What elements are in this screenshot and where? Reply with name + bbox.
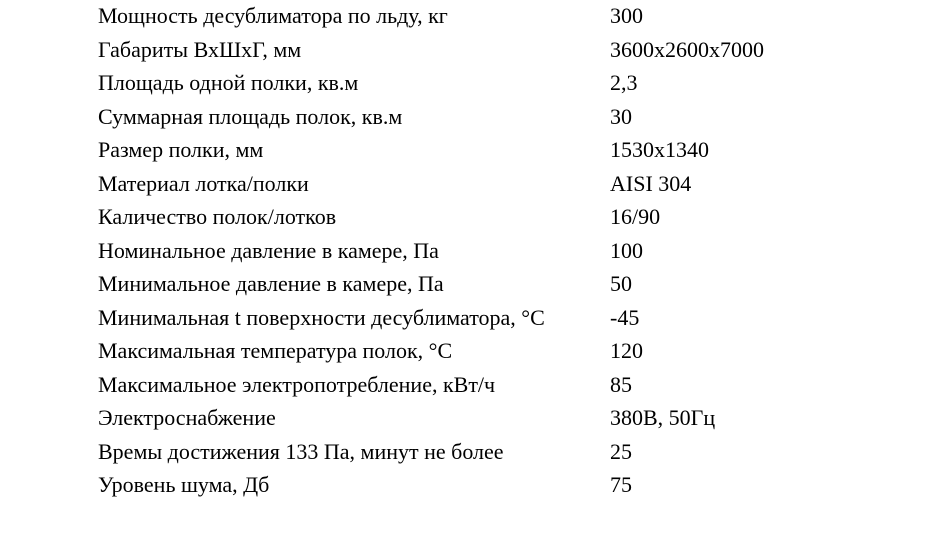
parameter-name: Мощность десублиматора по льду, кг: [98, 3, 448, 28]
parameter-name: Уровень шума, Дб: [98, 472, 270, 497]
parameter-name: Минимальное давление в камере, Па: [98, 271, 444, 296]
spec-row: [98, 1, 818, 30]
spec-row: [98, 135, 818, 164]
parameter-value: 120: [610, 338, 643, 363]
parameter-name: Размер полки, мм: [98, 137, 264, 162]
parameter-name: Суммарная площадь полок, кв.м: [98, 103, 403, 129]
parameter-value: -45: [610, 304, 640, 330]
parameter-name: Площадь одной полки, кв.м: [98, 70, 359, 95]
parameter-name: Номинальное давление в камере, Па: [98, 237, 439, 263]
spec-row: [98, 68, 818, 97]
parameter-name: Максимальное электропотребление, кВт/ч: [98, 371, 496, 397]
parameter-value: 30: [610, 103, 632, 129]
parameter-name: Времы достижения 133 Па, минут не более: [98, 438, 504, 464]
parameter-value: 25: [610, 438, 632, 464]
spec-row: [98, 303, 818, 332]
spec-row: [98, 169, 818, 198]
spec-row: [98, 403, 818, 432]
parameter-name: Минимальная t поверхности десублиматора, °C: [98, 304, 545, 330]
parameter-value: 1530х1340: [610, 137, 709, 162]
parameter-name: Каличество полок/лотков: [98, 204, 337, 229]
spec-row: [98, 202, 818, 231]
spec-row: [98, 437, 818, 466]
spec-row: [98, 236, 818, 265]
parameter-name: Материал лотка/полки: [98, 170, 309, 196]
specifications-table: [98, 0, 818, 504]
parameter-value: 85: [610, 371, 632, 397]
spec-row: [98, 336, 818, 365]
parameter-value: 3600х2600х7000: [610, 36, 764, 62]
parameter-name: Габариты ВхШхГ, мм: [98, 36, 302, 62]
parameter-value: 2,3: [610, 70, 638, 95]
parameter-value: 50: [610, 271, 632, 296]
parameter-name: Максимальная температура полок, °C: [98, 338, 453, 363]
parameter-value: 75: [610, 472, 632, 497]
spec-row: [98, 269, 818, 298]
spec-row: [98, 470, 818, 499]
parameter-value: 300: [610, 3, 643, 28]
spec-row: [98, 35, 818, 64]
parameter-value: 16/90: [610, 204, 661, 229]
parameter-value: 380В, 50Гц: [610, 405, 716, 430]
parameter-value: 100: [610, 237, 643, 263]
spec-row: [98, 370, 818, 399]
parameter-name: Электроснабжение: [98, 405, 276, 430]
parameter-value: AISI 304: [610, 170, 692, 196]
spec-row: [98, 102, 818, 131]
